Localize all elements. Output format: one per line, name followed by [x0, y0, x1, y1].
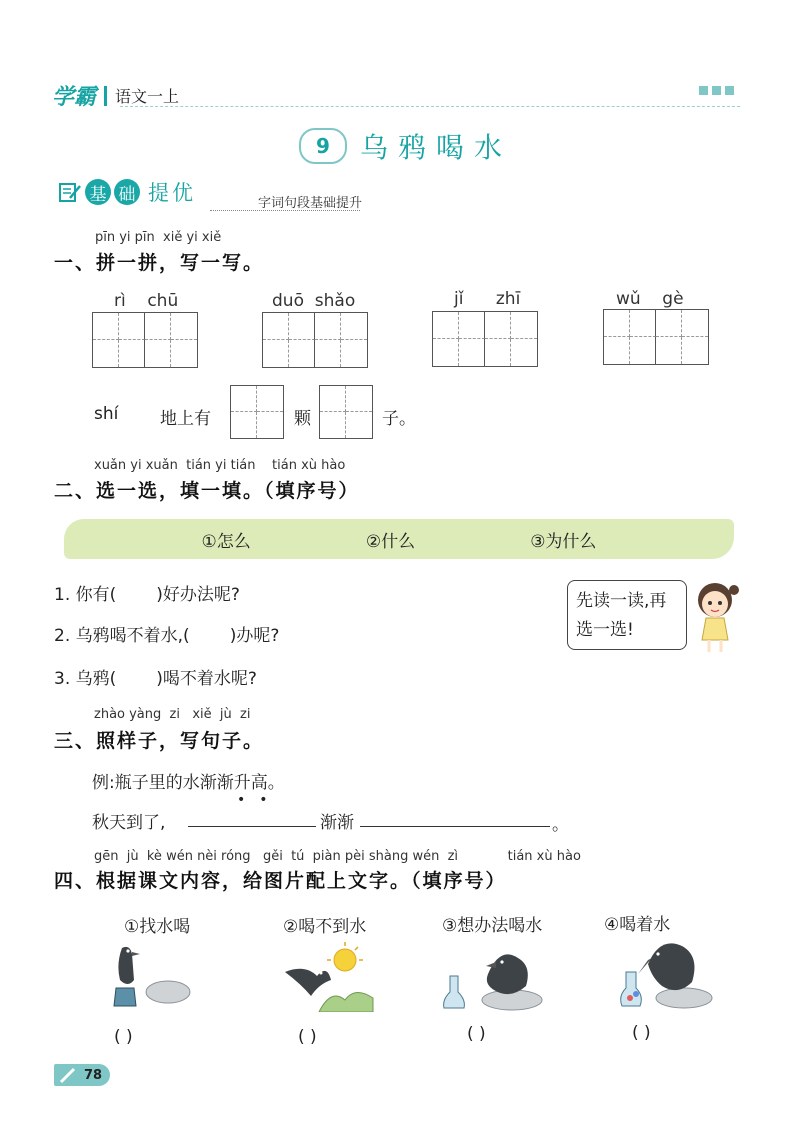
q1-sentence-after: 子。 [382, 409, 416, 429]
page-number-badge [54, 1064, 110, 1086]
option-3: ③为什么 [530, 531, 597, 552]
q3-heading: 三、照样子，写句子。 [54, 730, 265, 752]
picture-label-2: ②喝不到水 [283, 917, 367, 937]
q1-word4-pinyin: wǔ gè [616, 289, 684, 309]
emphasis-dots: •• [237, 792, 282, 808]
writing-grid-4[interactable] [603, 309, 709, 365]
crow-drinking-illustration [608, 934, 718, 1010]
answer-line-2[interactable] [360, 826, 550, 827]
q1-sentence-middle: 颗 [294, 409, 311, 429]
item-text-before: 你有( [75, 585, 117, 605]
q2-item-1 [54, 580, 240, 605]
answer-paren-4[interactable]: ( ) [632, 1023, 651, 1043]
hint-speech-bubble [567, 580, 687, 650]
banner-underline [210, 210, 360, 211]
q3-prompt-end: 。 [552, 815, 569, 835]
badge-chu: 础 [114, 179, 140, 205]
answer-line-1[interactable] [188, 826, 316, 827]
item-number: 1. [54, 585, 71, 605]
badge-ji: 基 [85, 179, 111, 205]
item-text-before: 乌鸦( [75, 669, 117, 689]
q1-word2-pinyin: duō shǎo [272, 291, 356, 311]
writing-grid-2[interactable] [262, 312, 368, 368]
section-banner [58, 177, 196, 207]
picture-label-4: ④喝着水 [604, 915, 671, 935]
writing-grid-6[interactable] [319, 385, 373, 439]
picture-label-3: ③想办法喝水 [442, 916, 543, 936]
q4-pinyin: gēn jù kè wén nèi róng gěi tú piàn pèi shàng wén zì tián xù hào [94, 849, 581, 864]
subject-label: 语文一上 [115, 87, 180, 106]
item-number: 3. [54, 669, 71, 689]
options-bar [64, 519, 734, 559]
item-text-after: )喝不着水呢? [156, 669, 257, 689]
lesson-title: 乌鸦喝水 [360, 131, 513, 164]
banner-word: 提优 [148, 181, 196, 205]
q1-pinyin: pīn yi pīn xiě yi xiě [95, 230, 222, 245]
answer-paren-1[interactable]: ( ) [114, 1027, 133, 1047]
q1-sentence-before: 地上有 [160, 409, 211, 429]
bubble-line-1: 先读一读,再 [576, 591, 667, 611]
q2-item-3 [54, 664, 257, 689]
item-text-after: )好办法呢? [156, 585, 240, 605]
page-number: 78 [84, 1067, 103, 1083]
item-text-after: )办呢? [229, 626, 280, 646]
answer-paren-2[interactable]: ( ) [298, 1027, 317, 1047]
crow-thinking-illustration [440, 940, 550, 1012]
answer-paren-3[interactable]: ( ) [467, 1024, 486, 1044]
item-text-before: 乌鸦喝不着水,( [75, 626, 190, 646]
q2-pinyin: xuǎn yi xuǎn tián yi tián tián xù hào [94, 458, 346, 473]
q3-prompt-start: 秋天到了, [92, 813, 166, 833]
bubble-line-2: 选一选! [576, 620, 634, 640]
header-divider [120, 106, 740, 107]
writing-grid-5[interactable] [230, 385, 284, 439]
option-1: ①怎么 [201, 531, 251, 552]
writing-grid-1[interactable] [92, 312, 198, 368]
q3-prompt-mid: 渐渐 [320, 813, 354, 833]
q1-sentence-pinyin: shí [94, 404, 119, 424]
option-2: ②什么 [365, 531, 416, 552]
girl-illustration [690, 578, 744, 656]
q1-word1-pinyin: rì chū [114, 291, 179, 311]
brand-separator [104, 86, 107, 106]
header-dots-decoration [699, 86, 734, 95]
banner-note: 字词句段基础提升 [258, 196, 363, 211]
q2-heading: 二、选一选，填一填。（填序号） [54, 480, 360, 502]
q3-example: 例:瓶子里的水渐渐升高。 [92, 773, 285, 793]
item-number: 2. [54, 626, 71, 646]
lesson-number: 9 [299, 128, 347, 164]
pen-icon [58, 1065, 78, 1085]
q1-heading: 一、拼一拼，写一写。 [54, 252, 265, 274]
brand-logo: 学霸 [52, 85, 97, 110]
q2-item-2 [54, 621, 279, 646]
picture-label-1: ①找水喝 [124, 917, 191, 937]
crow-looking-for-water-illustration [100, 940, 200, 1010]
q1-word3-pinyin: jǐ zhī [454, 289, 521, 309]
crow-cannot-drink-illustration [275, 940, 375, 1012]
notebook-pen-icon [58, 180, 82, 204]
q4-heading: 四、根据课文内容，给图片配上文字。（填序号） [54, 870, 507, 892]
q3-pinyin: zhào yàng zi xiě jù zi [94, 707, 251, 722]
writing-grid-3[interactable] [432, 311, 538, 367]
